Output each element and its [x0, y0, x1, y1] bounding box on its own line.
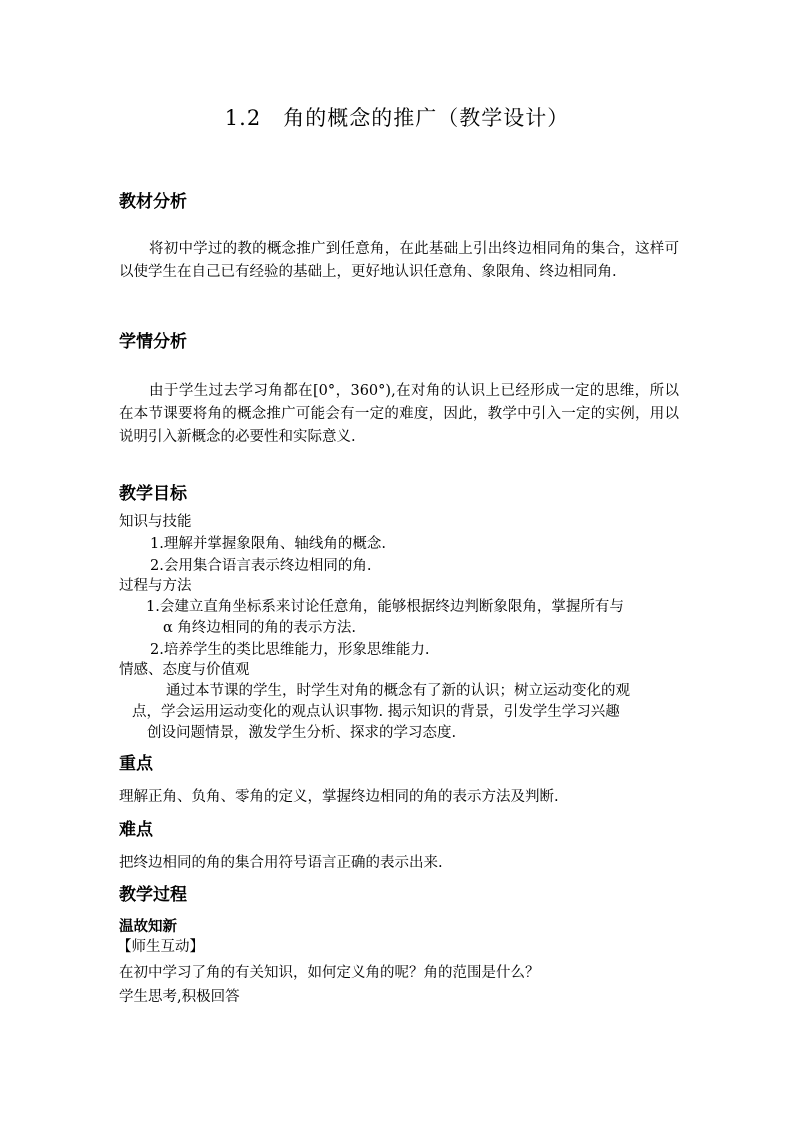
goal-process-1b: α 角终边相同的角的表示方法. — [163, 620, 357, 636]
paragraph-key-points: 理解正角、负角、零角的定义，掌握终边相同的角的表示方法及判断. — [119, 789, 559, 805]
goal-process-1a: 1.会建立直角坐标系来讨论任意角，能够根据终边判断象限角，掌握所有与 — [146, 599, 624, 615]
tag-teacher-student-interaction: 【师生互动】 — [117, 939, 204, 955]
heading-teaching-process: 教学过程 — [119, 885, 187, 905]
heading-material-analysis: 教材分析 — [119, 192, 187, 212]
label-process-methods: 过程与方法 — [119, 578, 192, 594]
label-knowledge-skills: 知识与技能 — [119, 514, 192, 530]
goal-emotion-2: 点，学会运用运动变化的观点认识事物. 揭示知识的背景，引发学生学习兴趣 — [132, 704, 620, 720]
paragraph-material-analysis: 将初中学过的教的概念推广到任意角，在此基础上引出终边相同角的集合，这样可以使学生在自己已有经验的基础上，更好地认识任意角、象限角、终边相同角. — [119, 241, 679, 280]
paragraph-difficult-points: 把终边相同的角的集合用符号语言正确的表示出来. — [119, 855, 443, 871]
heading-student-analysis: 学情分析 — [119, 332, 187, 352]
goal-emotion-3: 创设问题情景，激发学生分析、探求的学习态度. — [147, 725, 457, 741]
goal-knowledge-1: 1.理解并掌握象限角、轴线角的概念. — [150, 536, 386, 552]
goal-emotion-1: 通过本节课的学生，时学生对角的概念有了新的认识；树立运动变化的观 — [166, 683, 630, 699]
subheading-review: 温故知新 — [119, 918, 177, 935]
document-title: 1.2 角的概念的推广（教学设计） — [224, 106, 570, 130]
label-emotion-values: 情感、态度与价值观 — [119, 662, 250, 678]
paragraph-student-analysis: 由于学生过去学习角都在[0°，360°),在对角的认识上已经形成一定的思维，所以在本节课要将角的概念推广可能会有一定的难度，因此，教学中引入一定的实例，用以说明引入新概念的必要性和实际意义. — [119, 383, 679, 445]
heading-difficult-points: 难点 — [119, 820, 153, 840]
heading-teaching-goals: 教学目标 — [119, 484, 187, 504]
question-text: 在初中学习了角的有关知识，如何定义角的呢？角的范围是什么？ — [119, 965, 540, 981]
goal-knowledge-2: 2.会用集合语言表示终边相同的角. — [150, 558, 372, 574]
answer-text: 学生思考,积极回答 — [119, 989, 240, 1005]
goal-process-2: 2.培养学生的类比思维能力，形象思维能力. — [150, 642, 430, 658]
heading-key-points: 重点 — [119, 754, 153, 774]
